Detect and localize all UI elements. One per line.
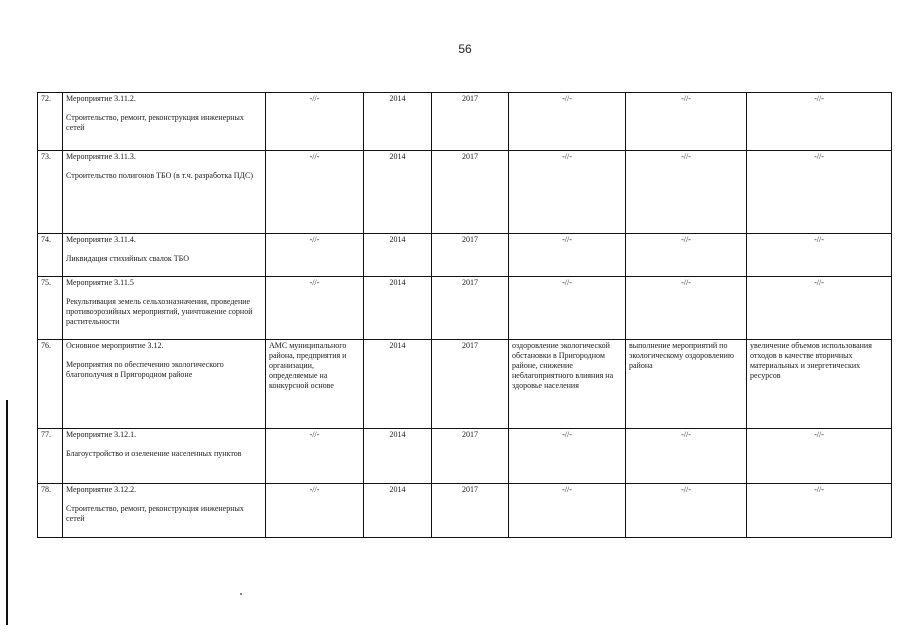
- activity-title: Мероприятие 3.12.1.: [66, 430, 137, 439]
- indicator-cell: -//-: [626, 429, 747, 484]
- row-number: 75.: [38, 277, 63, 340]
- table-row: [38, 93, 892, 151]
- start-year-cell: 2014: [364, 151, 432, 234]
- result-cell: -//-: [509, 151, 626, 234]
- activity-title: Мероприятие 3.11.2.: [66, 94, 136, 103]
- activity-title: Основное мероприятие 3.12.: [66, 341, 164, 350]
- scan-speck: [240, 593, 242, 595]
- indicator-cell: -//-: [626, 484, 747, 538]
- activity-description: Строительство, ремонт, реконструкция инженерных сетей: [66, 504, 244, 523]
- relation-cell: -//-: [747, 429, 892, 484]
- activity-cell: [63, 277, 266, 340]
- row-number: 72.: [38, 93, 63, 151]
- start-year-cell: 2014: [364, 277, 432, 340]
- relation-cell: -//-: [747, 484, 892, 538]
- activity-cell: [63, 93, 266, 151]
- table-row: [38, 429, 892, 484]
- end-year-cell: 2017: [432, 484, 509, 538]
- activity-cell: [63, 340, 266, 429]
- activity-description: Строительство, ремонт, реконструкция инженерных сетей: [66, 113, 244, 132]
- result-cell: оздоровление экологической обстановки в Пригородном районе, снижение неблагоприятного влияния на здоровье населения: [509, 340, 626, 429]
- activity-description: Ликвидация стихийных свалок ТБО: [66, 254, 189, 263]
- table-row: [38, 277, 892, 340]
- row-number: 74.: [38, 234, 63, 277]
- activity-cell: [63, 151, 266, 234]
- activity-description: Рекультивация земель сельхозназначения, проведение противоэрозийных мероприятий, уничтожение сорной растительности: [66, 297, 253, 326]
- executor-cell: -//-: [266, 277, 364, 340]
- activity-cell: [63, 484, 266, 538]
- indicator-cell: -//-: [626, 234, 747, 277]
- margin-scan-mark: [6, 400, 8, 625]
- start-year-cell: 2014: [364, 484, 432, 538]
- executor-cell: -//-: [266, 234, 364, 277]
- activity-description: Мероприятия по обеспечению экологического благополучия в Пригородном районе: [66, 360, 224, 379]
- row-number: 77.: [38, 429, 63, 484]
- activity-title: Мероприятие 3.11.3.: [66, 152, 136, 161]
- start-year-cell: 2014: [364, 93, 432, 151]
- result-cell: -//-: [509, 277, 626, 340]
- table-row: [38, 484, 892, 538]
- activities-table: [37, 92, 892, 538]
- end-year-cell: 2017: [432, 340, 509, 429]
- table-row: [38, 340, 892, 429]
- executor-cell: -//-: [266, 484, 364, 538]
- activity-cell: [63, 234, 266, 277]
- activity-title: Мероприятие 3.12.2.: [66, 485, 137, 494]
- executor-cell: АМС муниципального района, предприятия и организации, определяемые на конкурсной основе: [266, 340, 364, 429]
- end-year-cell: 2017: [432, 429, 509, 484]
- relation-cell: увеличение объемов использования отходов в качестве вторичных материальных и энергетических ресурсов: [747, 340, 892, 429]
- result-cell: -//-: [509, 484, 626, 538]
- end-year-cell: 2017: [432, 151, 509, 234]
- indicator-cell: -//-: [626, 277, 747, 340]
- table-body: [38, 93, 892, 538]
- relation-cell: -//-: [747, 234, 892, 277]
- indicator-cell: выполнение мероприятий по экологическому оздоровлению района: [626, 340, 747, 429]
- start-year-cell: 2014: [364, 429, 432, 484]
- end-year-cell: 2017: [432, 93, 509, 151]
- activity-title: Мероприятие 3.11.4.: [66, 235, 136, 244]
- activity-description: Строительство полигонов ТБО (в т.ч. разработка ПДС): [66, 171, 253, 180]
- activity-cell: [63, 429, 266, 484]
- activity-description: Благоустройство и озеленение населенных пунктов: [66, 449, 242, 458]
- relation-cell: -//-: [747, 93, 892, 151]
- table-row: [38, 234, 892, 277]
- end-year-cell: 2017: [432, 277, 509, 340]
- start-year-cell: 2014: [364, 234, 432, 277]
- start-year-cell: 2014: [364, 340, 432, 429]
- row-number: 78.: [38, 484, 63, 538]
- end-year-cell: 2017: [432, 234, 509, 277]
- page-number: 56: [458, 42, 472, 56]
- executor-cell: -//-: [266, 151, 364, 234]
- executor-cell: -//-: [266, 93, 364, 151]
- indicator-cell: -//-: [626, 151, 747, 234]
- row-number: 76.: [38, 340, 63, 429]
- table-row: [38, 151, 892, 234]
- relation-cell: -//-: [747, 151, 892, 234]
- activity-title: Мероприятие 3.11.5: [66, 278, 134, 287]
- relation-cell: -//-: [747, 277, 892, 340]
- executor-cell: -//-: [266, 429, 364, 484]
- indicator-cell: -//-: [626, 93, 747, 151]
- row-number: 73.: [38, 151, 63, 234]
- result-cell: -//-: [509, 429, 626, 484]
- result-cell: -//-: [509, 234, 626, 277]
- result-cell: -//-: [509, 93, 626, 151]
